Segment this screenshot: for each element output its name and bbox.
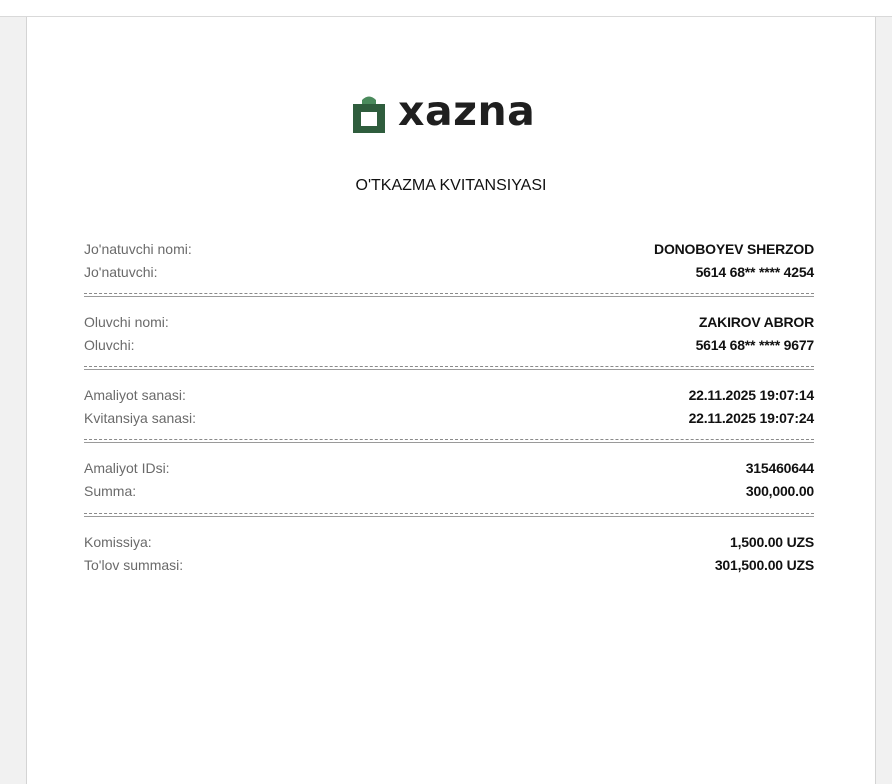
receipt-row <box>84 554 814 577</box>
receiver-name-value: ZAKIROV ABROR <box>698 314 814 330</box>
xazna-logo <box>352 86 536 137</box>
xazna-logo-icon <box>352 94 386 134</box>
operation-section <box>84 457 814 503</box>
viewer-toolbar <box>0 0 892 17</box>
operation-date-value: 22.11.2025 19:07:14 <box>688 387 814 403</box>
commission-value: 1,500.00 UZS <box>730 534 814 550</box>
receipt-row <box>84 407 814 430</box>
totals-section <box>84 531 814 577</box>
logo-text: xazna <box>398 86 536 135</box>
sender-name-value: DONOBOYEV SHERZOD <box>654 241 814 257</box>
total-label: To'lov summasi: <box>84 557 184 573</box>
commission-label: Komissiya: <box>84 534 152 550</box>
receipt-row <box>84 384 814 407</box>
amount-value: 300,000.00 <box>745 483 814 499</box>
receipt-row <box>84 238 814 261</box>
receipt-row <box>84 480 814 503</box>
section-divider <box>84 293 814 297</box>
section-divider <box>84 513 814 517</box>
receipt-row <box>84 311 814 334</box>
receipt-date-value: 22.11.2025 19:07:24 <box>688 410 814 426</box>
section-divider <box>84 366 814 370</box>
receipt-row <box>84 261 814 284</box>
receipt-title: O'TKAZMA KVITANSIYASI <box>355 177 547 194</box>
receiver-section <box>84 311 814 357</box>
receiver-card-label: Oluvchi: <box>84 337 135 353</box>
sender-section <box>84 238 814 284</box>
receipt-page <box>26 17 876 784</box>
receipt-date-label: Kvitansiya sanasi: <box>84 410 197 426</box>
operation-date-label: Amaliyot sanasi: <box>84 387 186 403</box>
receiver-name-label: Oluvchi nomi: <box>84 314 169 330</box>
total-value: 301,500.00 UZS <box>714 557 814 573</box>
operation-id-label: Amaliyot IDsi: <box>84 460 170 476</box>
sender-card-label: Jo'natuvchi: <box>84 264 158 280</box>
section-divider <box>84 439 814 443</box>
sender-card-value: 5614 68** **** 4254 <box>695 264 814 280</box>
dates-section <box>84 384 814 430</box>
sender-name-label: Jo'natuvchi nomi: <box>84 241 192 257</box>
receipt-row <box>84 334 814 357</box>
receipt-row <box>84 531 814 554</box>
operation-id-value: 315460644 <box>745 460 814 476</box>
receipt-row <box>84 457 814 480</box>
receiver-card-value: 5614 68** **** 9677 <box>695 337 814 353</box>
amount-label: Summa: <box>84 483 137 499</box>
